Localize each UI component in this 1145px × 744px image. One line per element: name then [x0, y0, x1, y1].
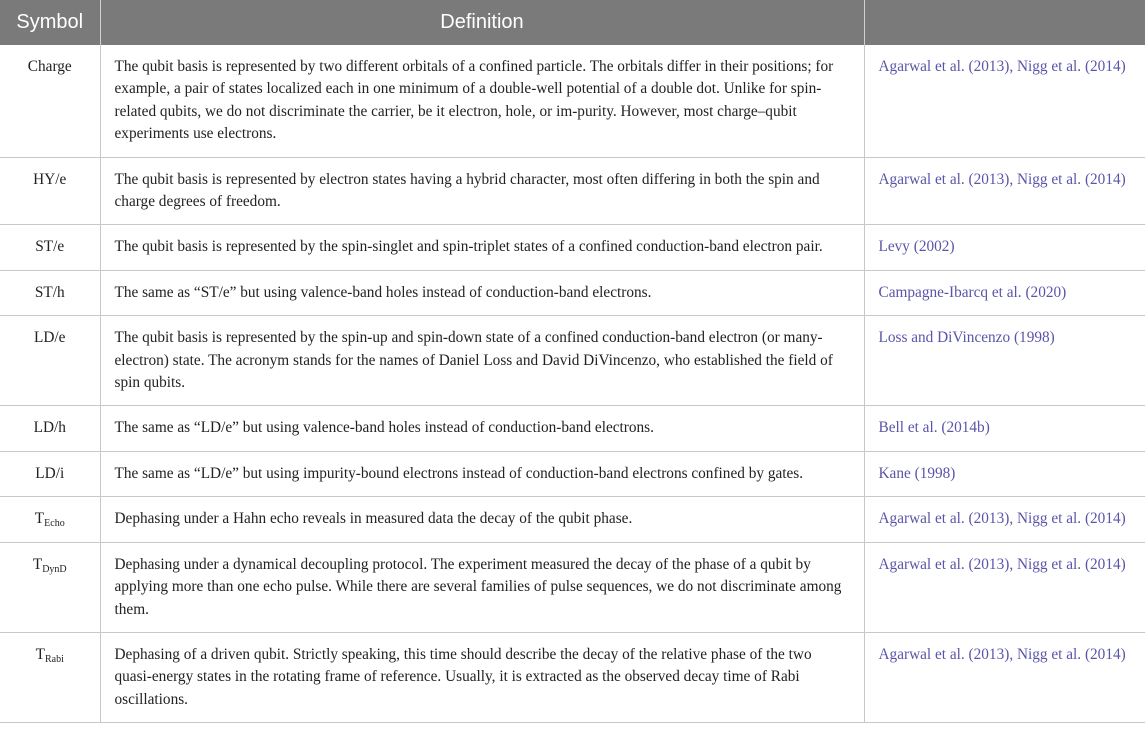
table-row [0, 497, 1145, 542]
reference-link[interactable]: Agarwal et al. (2013), Nigg et al. (2014) [864, 497, 1145, 542]
definition-cell: The same as “ST/e” but using valence-band holes instead of conduction-band electrons. [100, 270, 864, 315]
symbol-text: T [35, 645, 45, 663]
definition-cell: The same as “LD/e” but using impurity-bound electrons instead of conduction-band electrons confined by gates. [100, 451, 864, 496]
reference-link[interactable]: Kane (1998) [864, 451, 1145, 496]
symbol-text: HY/e [33, 170, 67, 188]
header-symbol: Symbol [0, 0, 100, 45]
reference-link[interactable]: Agarwal et al. (2013), Nigg et al. (2014) [864, 157, 1145, 225]
table-row [0, 157, 1145, 225]
symbol-cell [0, 497, 100, 542]
symbol-cell [0, 451, 100, 496]
reference-link[interactable]: Agarwal et al. (2013), Nigg et al. (2014) [864, 45, 1145, 157]
symbol-text: ST/e [35, 238, 65, 256]
definition-cell: Dephasing under a Hahn echo reveals in measured data the decay of the qubit phase. [100, 497, 864, 542]
table-row [0, 270, 1145, 315]
definition-cell: The qubit basis is represented by electron states having a hybrid character, most often differing in both the spin and charge degrees of freedom. [100, 157, 864, 225]
symbol-cell [0, 316, 100, 406]
table-row [0, 45, 1145, 157]
table-row [0, 542, 1145, 632]
reference-link[interactable]: Agarwal et al. (2013), Nigg et al. (2014) [864, 542, 1145, 632]
reference-link[interactable]: Loss and DiVincenzo (1998) [864, 316, 1145, 406]
reference-link[interactable]: Agarwal et al. (2013), Nigg et al. (2014) [864, 632, 1145, 722]
definition-cell: The qubit basis is represented by two different orbitals of a confined particle. The orbitals differ in their positions; for example, a pair of states localized each in one minimum of a double-well potential of a double dot. Unlike for spin-related qubits, we do not discriminate the carrier, be it electron, hole, or im-purity. However, most charge–qubit experiments use electrons. [100, 45, 864, 157]
symbol-text: LD/h [33, 419, 66, 437]
symbol-subscript: Rabi [44, 653, 64, 665]
table-header-row [0, 0, 1145, 45]
symbol-text: T [34, 510, 45, 528]
symbol-cell [0, 45, 100, 157]
table-row [0, 406, 1145, 451]
definition-cell: The qubit basis is represented by the spin-singlet and spin-triplet states of a confined conduction-band electron pair. [100, 225, 864, 270]
definition-cell: Dephasing of a driven qubit. Strictly speaking, this time should describe the decay of the relative phase of the two quasi-energy states in the rotating frame of reference. Usually, it is extracted as the observed decay time of Rabi oscillations. [100, 632, 864, 722]
symbol-cell [0, 225, 100, 270]
table-row [0, 632, 1145, 722]
symbol-cell [0, 157, 100, 225]
header-reference [864, 0, 1145, 45]
table-row [0, 225, 1145, 270]
symbol-cell [0, 632, 100, 722]
table-row [0, 316, 1145, 406]
symbol-text: LD/i [35, 464, 65, 482]
definition-cell: The same as “LD/e” but using valence-band holes instead of conduction-band electrons. [100, 406, 864, 451]
table-row [0, 451, 1145, 496]
header-definition: Definition [100, 0, 864, 45]
symbol-cell [0, 270, 100, 315]
symbol-cell [0, 406, 100, 451]
definition-cell: Dephasing under a dynamical decoupling protocol. The experiment measured the decay of the phase of a qubit by applying more than one echo pulse. While there are several families of pulse sequences, we do not discriminate among them. [100, 542, 864, 632]
symbol-subscript: DynD [42, 563, 67, 575]
symbol-text: LD/e [34, 329, 66, 347]
symbol-text: Charge [27, 58, 72, 75]
symbol-text: T [32, 555, 43, 573]
definition-cell: The qubit basis is represented by the spin-up and spin-down state of a confined conduction-band electron (or many-electron) state. The acronym stands for the names of Daniel Loss and David DiVincenzo, who established the field of spin qubits. [100, 316, 864, 406]
symbol-subscript: Echo [44, 518, 65, 530]
symbol-cell [0, 542, 100, 632]
reference-link[interactable]: Bell et al. (2014b) [864, 406, 1145, 451]
reference-link[interactable]: Levy (2002) [864, 225, 1145, 270]
symbol-text: ST/h [34, 283, 65, 301]
reference-link[interactable]: Campagne-Ibarcq et al. (2020) [864, 270, 1145, 315]
